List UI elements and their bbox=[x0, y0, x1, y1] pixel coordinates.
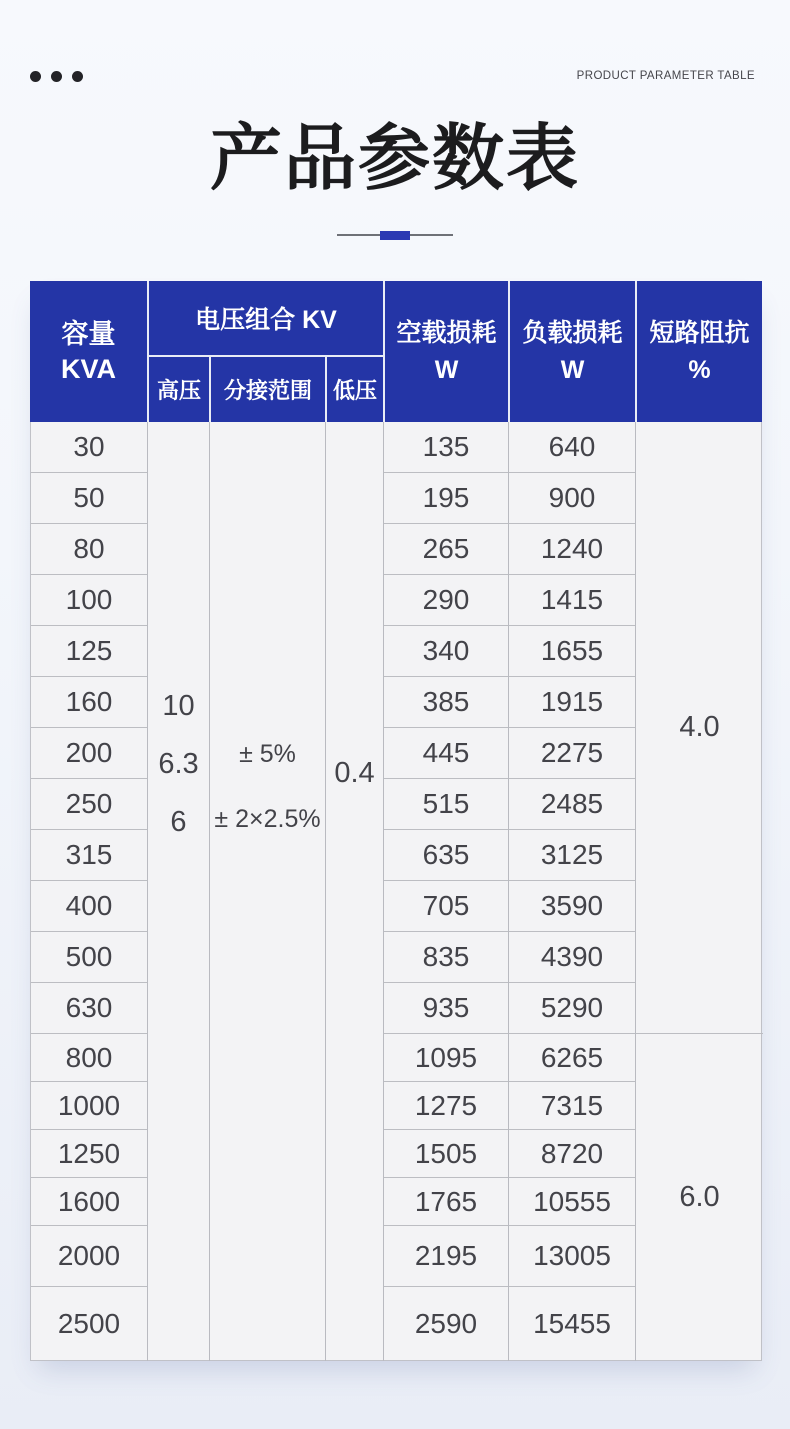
header-impedance-label: 短路阻抗 bbox=[649, 318, 750, 347]
dots-decoration bbox=[30, 71, 83, 82]
capacity-cell: 2000 bbox=[31, 1226, 147, 1287]
no-load-loss-cell: 1765 bbox=[384, 1178, 508, 1226]
dot-icon bbox=[51, 71, 62, 82]
capacity-cell: 2500 bbox=[57, 1308, 121, 1339]
header-low-voltage: 低压 bbox=[325, 357, 383, 422]
high-voltage-value: 10 bbox=[162, 690, 195, 722]
high-voltage-value: 6.3 bbox=[158, 748, 199, 780]
tap-range-values bbox=[210, 722, 325, 852]
no-load-loss-cell: 935 bbox=[384, 983, 508, 1034]
load-loss-cell: 3125 bbox=[509, 830, 635, 881]
capacity-cell: 500 bbox=[31, 932, 147, 983]
no-load-loss-cell: 835 bbox=[384, 932, 508, 983]
header-load-loss-label: 负载损耗 bbox=[522, 318, 623, 347]
capacity-cell: 800 bbox=[31, 1034, 147, 1082]
header-no-load-loss-label: 空载损耗 bbox=[396, 318, 497, 347]
column-low-voltage bbox=[326, 422, 384, 1361]
capacity-cell: 125 bbox=[31, 626, 147, 677]
column-capacity bbox=[31, 422, 148, 1361]
table-header bbox=[30, 281, 762, 422]
table-body bbox=[30, 422, 762, 1361]
no-load-loss-cell: 515 bbox=[384, 779, 508, 830]
load-loss-cell: 8720 bbox=[509, 1130, 635, 1178]
capacity-cell: 1600 bbox=[31, 1178, 147, 1226]
header-no-load-loss bbox=[383, 281, 508, 422]
high-voltage-values bbox=[148, 677, 209, 851]
load-loss-cell: 10555 bbox=[509, 1178, 635, 1226]
header-load-loss-unit: W bbox=[560, 355, 585, 384]
load-loss-cell: 5290 bbox=[509, 983, 635, 1034]
no-load-loss-cell: 1505 bbox=[384, 1130, 508, 1178]
column-no-load-loss bbox=[384, 422, 509, 1361]
no-load-loss-cell: 2195 bbox=[384, 1226, 508, 1287]
capacity-cell: 250 bbox=[31, 779, 147, 830]
no-load-loss-cell: 385 bbox=[384, 677, 508, 728]
load-loss-cell: 1240 bbox=[509, 524, 635, 575]
capacity-cell: 200 bbox=[31, 728, 147, 779]
load-loss-cell: 4390 bbox=[509, 932, 635, 983]
header-voltage-group: 电压组合 KV bbox=[147, 281, 383, 357]
no-load-loss-cell: 265 bbox=[384, 524, 508, 575]
no-load-loss-cell: 1095 bbox=[384, 1034, 508, 1082]
no-load-loss-cell: 2590 bbox=[414, 1308, 478, 1339]
header-tap-range: 分接范围 bbox=[209, 357, 325, 422]
impedance-cell: 4.0 bbox=[636, 422, 763, 1034]
capacity-cell: 1000 bbox=[31, 1082, 147, 1130]
parameter-table bbox=[30, 281, 762, 1361]
header-capacity-unit: KVA bbox=[60, 353, 116, 384]
load-loss-cell: 6265 bbox=[509, 1034, 635, 1082]
page-title: 产品参数表 bbox=[209, 119, 580, 199]
no-load-loss-cell: 635 bbox=[384, 830, 508, 881]
no-load-loss-cell: 445 bbox=[384, 728, 508, 779]
no-load-loss-cell: 290 bbox=[384, 575, 508, 626]
load-loss-cell: 1915 bbox=[509, 677, 635, 728]
load-loss-cell: 1415 bbox=[509, 575, 635, 626]
dot-icon bbox=[30, 71, 41, 82]
high-voltage-value: 6 bbox=[170, 806, 187, 838]
load-loss-cell: 2275 bbox=[509, 728, 635, 779]
tap-range-value: ± 5% bbox=[239, 740, 296, 768]
capacity-cell: 50 bbox=[31, 473, 147, 524]
tap-range-value: ± 2×2.5% bbox=[214, 805, 321, 833]
top-bar bbox=[30, 70, 755, 82]
load-loss-cell: 1655 bbox=[509, 626, 635, 677]
header-impedance bbox=[635, 281, 762, 422]
eyebrow-text: PRODUCT PARAMETER TABLE bbox=[576, 70, 755, 82]
load-loss-cell: 900 bbox=[509, 473, 635, 524]
capacity-cell: 30 bbox=[31, 422, 147, 473]
capacity-cell: 160 bbox=[31, 677, 147, 728]
capacity-cell: 315 bbox=[31, 830, 147, 881]
column-tap-range bbox=[210, 422, 326, 1361]
load-loss-cell: 2485 bbox=[509, 779, 635, 830]
header-capacity-label: 容量 bbox=[61, 318, 116, 349]
load-loss-cell: 15455 bbox=[533, 1308, 611, 1339]
header-no-load-loss-unit: W bbox=[434, 355, 459, 384]
capacity-cell: 80 bbox=[31, 524, 147, 575]
column-impedance bbox=[636, 422, 763, 1361]
low-voltage-value: 0.4 bbox=[334, 757, 375, 789]
capacity-cell: 100 bbox=[31, 575, 147, 626]
capacity-cell: 400 bbox=[31, 881, 147, 932]
column-high-voltage bbox=[148, 422, 210, 1361]
load-loss-cell: 640 bbox=[509, 422, 635, 473]
load-loss-cell: 7315 bbox=[509, 1082, 635, 1130]
no-load-loss-cell: 705 bbox=[384, 881, 508, 932]
no-load-loss-cell: 1275 bbox=[384, 1082, 508, 1130]
load-loss-cell: 13005 bbox=[509, 1226, 635, 1287]
header-load-loss bbox=[508, 281, 635, 422]
title-divider bbox=[0, 226, 790, 244]
divider-accent bbox=[380, 231, 410, 240]
capacity-cell: 630 bbox=[31, 983, 147, 1034]
no-load-loss-cell: 340 bbox=[384, 626, 508, 677]
impedance-cell: 6.0 bbox=[679, 1181, 720, 1213]
header-capacity bbox=[30, 281, 147, 422]
no-load-loss-cell: 135 bbox=[384, 422, 508, 473]
header-high-voltage: 高压 bbox=[147, 357, 209, 422]
no-load-loss-cell: 195 bbox=[384, 473, 508, 524]
column-load-loss bbox=[509, 422, 636, 1361]
header-impedance-unit: % bbox=[688, 355, 711, 384]
load-loss-cell: 3590 bbox=[509, 881, 635, 932]
dot-icon bbox=[72, 71, 83, 82]
capacity-cell: 1250 bbox=[31, 1130, 147, 1178]
